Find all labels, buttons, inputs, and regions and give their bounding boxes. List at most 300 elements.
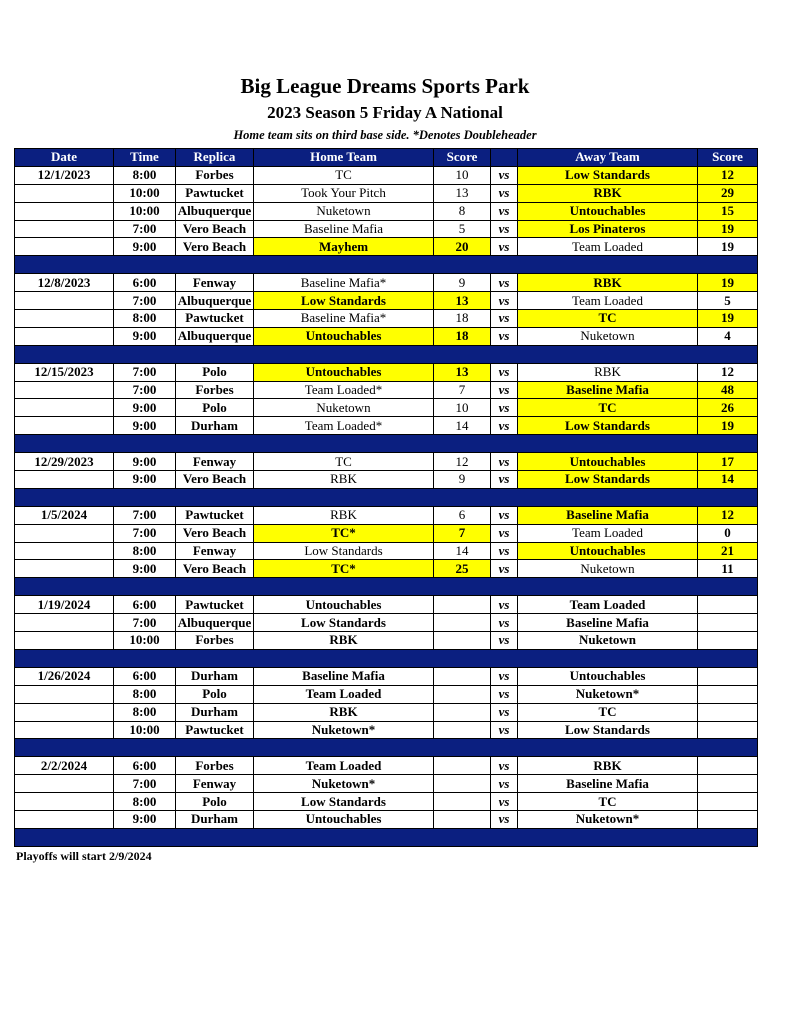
game-replica-field: Forbes: [176, 381, 254, 399]
game-replica-field: Pawtucket: [176, 184, 254, 202]
week-separator-bar: [15, 649, 758, 667]
game-time: 8:00: [114, 685, 176, 703]
vs-label: vs: [491, 327, 518, 345]
home-team: Baseline Mafia: [254, 667, 434, 685]
away-score: [698, 614, 758, 632]
page-note: Home team sits on third base side. *Denotes Doubleheader: [233, 128, 537, 142]
game-row: [15, 238, 758, 256]
home-team: Low Standards: [254, 542, 434, 560]
week-separator-bar: [15, 435, 758, 453]
game-date: [15, 220, 114, 238]
game-replica-field: Polo: [176, 685, 254, 703]
game-row: [15, 292, 758, 310]
home-score: [434, 775, 491, 793]
vs-label: vs: [491, 399, 518, 417]
week-separator: [15, 345, 758, 363]
game-date: [15, 417, 114, 435]
game-replica-field: Durham: [176, 667, 254, 685]
col-header-replica: Replica: [176, 149, 254, 167]
game-replica-field: Albuquerque: [176, 202, 254, 220]
game-row: [15, 524, 758, 542]
game-replica-field: Pawtucket: [176, 721, 254, 739]
game-date: 12/1/2023: [15, 166, 114, 184]
away-team: TC: [518, 310, 698, 328]
home-team: Nuketown: [254, 202, 434, 220]
away-score: 12: [698, 363, 758, 381]
vs-label: vs: [491, 453, 518, 471]
game-replica-field: Albuquerque: [176, 292, 254, 310]
home-score: 14: [434, 542, 491, 560]
game-date: [15, 810, 114, 828]
home-score: 9: [434, 274, 491, 292]
game-time: 9:00: [114, 417, 176, 435]
col-header-away-score: Score: [698, 149, 758, 167]
away-score: [698, 810, 758, 828]
vs-label: vs: [491, 202, 518, 220]
away-team: RBK: [518, 184, 698, 202]
game-replica-field: Polo: [176, 399, 254, 417]
game-replica-field: Forbes: [176, 757, 254, 775]
game-time: 7:00: [114, 775, 176, 793]
game-row: [15, 381, 758, 399]
game-time: 9:00: [114, 238, 176, 256]
game-time: 6:00: [114, 757, 176, 775]
game-row: [15, 202, 758, 220]
home-team: Team Loaded: [254, 757, 434, 775]
away-team: TC: [518, 703, 698, 721]
game-time: 10:00: [114, 632, 176, 650]
away-score: [698, 667, 758, 685]
away-team: Baseline Mafia: [518, 614, 698, 632]
game-date: [15, 310, 114, 328]
game-time: 7:00: [114, 506, 176, 524]
away-team: Team Loaded: [518, 238, 698, 256]
away-score: [698, 757, 758, 775]
away-score: 19: [698, 238, 758, 256]
game-time: 7:00: [114, 524, 176, 542]
game-time: 7:00: [114, 220, 176, 238]
game-row: [15, 667, 758, 685]
away-team: RBK: [518, 274, 698, 292]
game-date: [15, 614, 114, 632]
vs-label: vs: [491, 542, 518, 560]
week-separator: [15, 649, 758, 667]
vs-label: vs: [491, 793, 518, 811]
away-score: 19: [698, 310, 758, 328]
game-replica-field: Polo: [176, 363, 254, 381]
home-team: Low Standards: [254, 614, 434, 632]
game-time: 9:00: [114, 453, 176, 471]
vs-label: vs: [491, 471, 518, 489]
week-separator-bar: [15, 345, 758, 363]
home-score: 13: [434, 184, 491, 202]
game-date: 1/26/2024: [15, 667, 114, 685]
away-score: 12: [698, 166, 758, 184]
home-score: 6: [434, 506, 491, 524]
home-score: 7: [434, 524, 491, 542]
away-score: 0: [698, 524, 758, 542]
home-team: Took Your Pitch: [254, 184, 434, 202]
home-score: [434, 685, 491, 703]
away-team: Untouchables: [518, 453, 698, 471]
away-team: Untouchables: [518, 202, 698, 220]
game-time: 6:00: [114, 274, 176, 292]
game-time: 8:00: [114, 793, 176, 811]
game-date: 2/2/2024: [15, 757, 114, 775]
away-score: 11: [698, 560, 758, 578]
away-team: Low Standards: [518, 417, 698, 435]
away-score: [698, 685, 758, 703]
game-date: [15, 327, 114, 345]
away-team: Team Loaded: [518, 524, 698, 542]
home-score: [434, 703, 491, 721]
vs-label: vs: [491, 166, 518, 184]
game-time: 9:00: [114, 399, 176, 417]
home-team: RBK: [254, 703, 434, 721]
game-date: [15, 292, 114, 310]
home-score: 9: [434, 471, 491, 489]
game-replica-field: Fenway: [176, 775, 254, 793]
game-date: [15, 238, 114, 256]
game-row: [15, 184, 758, 202]
game-time: 7:00: [114, 614, 176, 632]
vs-label: vs: [491, 184, 518, 202]
game-time: 9:00: [114, 560, 176, 578]
game-date: [15, 793, 114, 811]
col-header-home-team: Home Team: [254, 149, 434, 167]
game-replica-field: Vero Beach: [176, 471, 254, 489]
home-score: [434, 632, 491, 650]
game-date: [15, 471, 114, 489]
home-team: Mayhem: [254, 238, 434, 256]
away-score: [698, 793, 758, 811]
home-team: Low Standards: [254, 793, 434, 811]
game-row: [15, 703, 758, 721]
game-time: 10:00: [114, 202, 176, 220]
home-score: 20: [434, 238, 491, 256]
vs-label: vs: [491, 363, 518, 381]
home-team: TC: [254, 166, 434, 184]
game-row: [15, 614, 758, 632]
game-date: 12/15/2023: [15, 363, 114, 381]
game-row: [15, 560, 758, 578]
game-date: 1/5/2024: [15, 506, 114, 524]
game-row: [15, 542, 758, 560]
week-separator: [15, 828, 758, 846]
home-team: Team Loaded: [254, 685, 434, 703]
away-team: Untouchables: [518, 542, 698, 560]
vs-label: vs: [491, 757, 518, 775]
page-subtitle: 2023 Season 5 Friday A National: [267, 103, 503, 122]
away-team: Untouchables: [518, 667, 698, 685]
vs-label: vs: [491, 810, 518, 828]
home-score: [434, 667, 491, 685]
game-replica-field: Fenway: [176, 542, 254, 560]
week-separator: [15, 578, 758, 596]
game-row: [15, 685, 758, 703]
home-team: Untouchables: [254, 596, 434, 614]
game-date: [15, 542, 114, 560]
game-date: 1/19/2024: [15, 596, 114, 614]
game-row: [15, 810, 758, 828]
game-date: [15, 721, 114, 739]
away-team: Team Loaded: [518, 596, 698, 614]
home-score: [434, 757, 491, 775]
game-date: [15, 685, 114, 703]
away-team: Baseline Mafia: [518, 381, 698, 399]
week-separator-bar: [15, 578, 758, 596]
away-score: 14: [698, 471, 758, 489]
away-team: Low Standards: [518, 471, 698, 489]
game-time: 8:00: [114, 166, 176, 184]
game-row: [15, 793, 758, 811]
vs-label: vs: [491, 596, 518, 614]
away-score: 48: [698, 381, 758, 399]
game-date: [15, 184, 114, 202]
game-time: 6:00: [114, 667, 176, 685]
game-replica-field: Vero Beach: [176, 560, 254, 578]
home-team: Team Loaded*: [254, 381, 434, 399]
home-team: RBK: [254, 471, 434, 489]
home-team: TC*: [254, 560, 434, 578]
home-team: Nuketown: [254, 399, 434, 417]
game-date: [15, 381, 114, 399]
game-row: [15, 632, 758, 650]
home-score: 13: [434, 292, 491, 310]
away-team: RBK: [518, 757, 698, 775]
game-replica-field: Pawtucket: [176, 310, 254, 328]
game-replica-field: Albuquerque: [176, 327, 254, 345]
vs-label: vs: [491, 632, 518, 650]
week-separator-bar: [15, 488, 758, 506]
col-header-date: Date: [15, 149, 114, 167]
game-row: [15, 220, 758, 238]
home-team: Nuketown*: [254, 721, 434, 739]
game-replica-field: Forbes: [176, 632, 254, 650]
away-team: Nuketown: [518, 327, 698, 345]
game-row: [15, 596, 758, 614]
home-score: [434, 596, 491, 614]
away-score: 19: [698, 417, 758, 435]
game-replica-field: Vero Beach: [176, 524, 254, 542]
game-replica-field: Polo: [176, 793, 254, 811]
home-team: Nuketown*: [254, 775, 434, 793]
game-row: [15, 310, 758, 328]
game-time: 7:00: [114, 292, 176, 310]
game-replica-field: Fenway: [176, 274, 254, 292]
vs-label: vs: [491, 220, 518, 238]
vs-label: vs: [491, 292, 518, 310]
away-score: 17: [698, 453, 758, 471]
home-team: Untouchables: [254, 363, 434, 381]
home-score: 10: [434, 399, 491, 417]
game-time: 8:00: [114, 703, 176, 721]
away-score: 26: [698, 399, 758, 417]
home-team: TC: [254, 453, 434, 471]
home-team: TC*: [254, 524, 434, 542]
vs-label: vs: [491, 560, 518, 578]
vs-label: vs: [491, 238, 518, 256]
vs-label: vs: [491, 381, 518, 399]
game-date: [15, 703, 114, 721]
away-team: TC: [518, 399, 698, 417]
home-team: Untouchables: [254, 810, 434, 828]
vs-label: vs: [491, 274, 518, 292]
game-time: 7:00: [114, 363, 176, 381]
game-time: 10:00: [114, 721, 176, 739]
game-date: [15, 775, 114, 793]
vs-label: vs: [491, 667, 518, 685]
home-score: 18: [434, 327, 491, 345]
game-row: [15, 399, 758, 417]
week-separator: [15, 739, 758, 757]
game-replica-field: Pawtucket: [176, 506, 254, 524]
game-replica-field: Pawtucket: [176, 596, 254, 614]
schedule-table: [14, 148, 758, 847]
home-team: Untouchables: [254, 327, 434, 345]
week-separator-bar: [15, 739, 758, 757]
home-score: 12: [434, 453, 491, 471]
home-score: 13: [434, 363, 491, 381]
game-replica-field: Fenway: [176, 453, 254, 471]
home-score: 14: [434, 417, 491, 435]
week-separator: [15, 435, 758, 453]
home-team: Low Standards: [254, 292, 434, 310]
game-time: 9:00: [114, 327, 176, 345]
away-score: [698, 703, 758, 721]
away-team: Nuketown: [518, 632, 698, 650]
home-team: Baseline Mafia*: [254, 274, 434, 292]
away-score: [698, 596, 758, 614]
game-row: [15, 506, 758, 524]
game-replica-field: Durham: [176, 417, 254, 435]
game-date: 12/8/2023: [15, 274, 114, 292]
game-date: [15, 399, 114, 417]
game-replica-field: Durham: [176, 703, 254, 721]
home-score: 7: [434, 381, 491, 399]
week-separator: [15, 256, 758, 274]
vs-label: vs: [491, 310, 518, 328]
game-replica-field: Vero Beach: [176, 238, 254, 256]
week-separator-bar: [15, 828, 758, 846]
away-score: [698, 632, 758, 650]
game-row: [15, 721, 758, 739]
game-time: 8:00: [114, 542, 176, 560]
vs-label: vs: [491, 775, 518, 793]
game-replica-field: Forbes: [176, 166, 254, 184]
home-score: 10: [434, 166, 491, 184]
away-score: 19: [698, 274, 758, 292]
week-separator-bar: [15, 256, 758, 274]
game-replica-field: Durham: [176, 810, 254, 828]
col-header-home-score: Score: [434, 149, 491, 167]
game-date: [15, 632, 114, 650]
away-score: [698, 721, 758, 739]
vs-label: vs: [491, 417, 518, 435]
away-team: Nuketown*: [518, 810, 698, 828]
game-row: [15, 166, 758, 184]
away-team: Baseline Mafia: [518, 775, 698, 793]
vs-label: vs: [491, 685, 518, 703]
home-score: [434, 721, 491, 739]
home-score: 25: [434, 560, 491, 578]
week-separator: [15, 488, 758, 506]
game-time: 6:00: [114, 596, 176, 614]
home-score: 18: [434, 310, 491, 328]
vs-label: vs: [491, 506, 518, 524]
home-score: [434, 810, 491, 828]
home-team: RBK: [254, 632, 434, 650]
game-row: [15, 274, 758, 292]
away-team: Los Pinateros: [518, 220, 698, 238]
game-date: 12/29/2023: [15, 453, 114, 471]
away-team: Baseline Mafia: [518, 506, 698, 524]
away-score: [698, 775, 758, 793]
away-score: 19: [698, 220, 758, 238]
vs-label: vs: [491, 524, 518, 542]
col-header-away-team: Away Team: [518, 149, 698, 167]
game-row: [15, 471, 758, 489]
away-score: 29: [698, 184, 758, 202]
home-score: [434, 614, 491, 632]
away-team: Low Standards: [518, 721, 698, 739]
home-score: 5: [434, 220, 491, 238]
game-date: [15, 524, 114, 542]
away-score: 15: [698, 202, 758, 220]
home-team: Baseline Mafia*: [254, 310, 434, 328]
col-header-time: Time: [114, 149, 176, 167]
game-date: [15, 560, 114, 578]
game-row: [15, 757, 758, 775]
away-team: RBK: [518, 363, 698, 381]
vs-label: vs: [491, 703, 518, 721]
game-row: [15, 453, 758, 471]
col-header-vs: [491, 149, 518, 167]
game-date: [15, 202, 114, 220]
game-time: 8:00: [114, 310, 176, 328]
game-row: [15, 417, 758, 435]
game-replica-field: Vero Beach: [176, 220, 254, 238]
home-score: 8: [434, 202, 491, 220]
away-team: Low Standards: [518, 166, 698, 184]
home-team: Baseline Mafia: [254, 220, 434, 238]
home-team: RBK: [254, 506, 434, 524]
game-replica-field: Albuquerque: [176, 614, 254, 632]
away-score: 4: [698, 327, 758, 345]
game-time: 9:00: [114, 810, 176, 828]
vs-label: vs: [491, 614, 518, 632]
away-team: Nuketown*: [518, 685, 698, 703]
playoffs-note: Playoffs will start 2/9/2024: [16, 849, 152, 863]
away-score: 21: [698, 542, 758, 560]
header-row: [15, 149, 758, 167]
game-row: [15, 363, 758, 381]
game-time: 7:00: [114, 381, 176, 399]
game-time: 10:00: [114, 184, 176, 202]
game-row: [15, 327, 758, 345]
home-team: Team Loaded*: [254, 417, 434, 435]
away-team: TC: [518, 793, 698, 811]
away-team: Team Loaded: [518, 292, 698, 310]
game-row: [15, 775, 758, 793]
away-score: 5: [698, 292, 758, 310]
away-score: 12: [698, 506, 758, 524]
away-team: Nuketown: [518, 560, 698, 578]
vs-label: vs: [491, 721, 518, 739]
home-score: [434, 793, 491, 811]
game-time: 9:00: [114, 471, 176, 489]
page-title: Big League Dreams Sports Park: [240, 74, 530, 98]
